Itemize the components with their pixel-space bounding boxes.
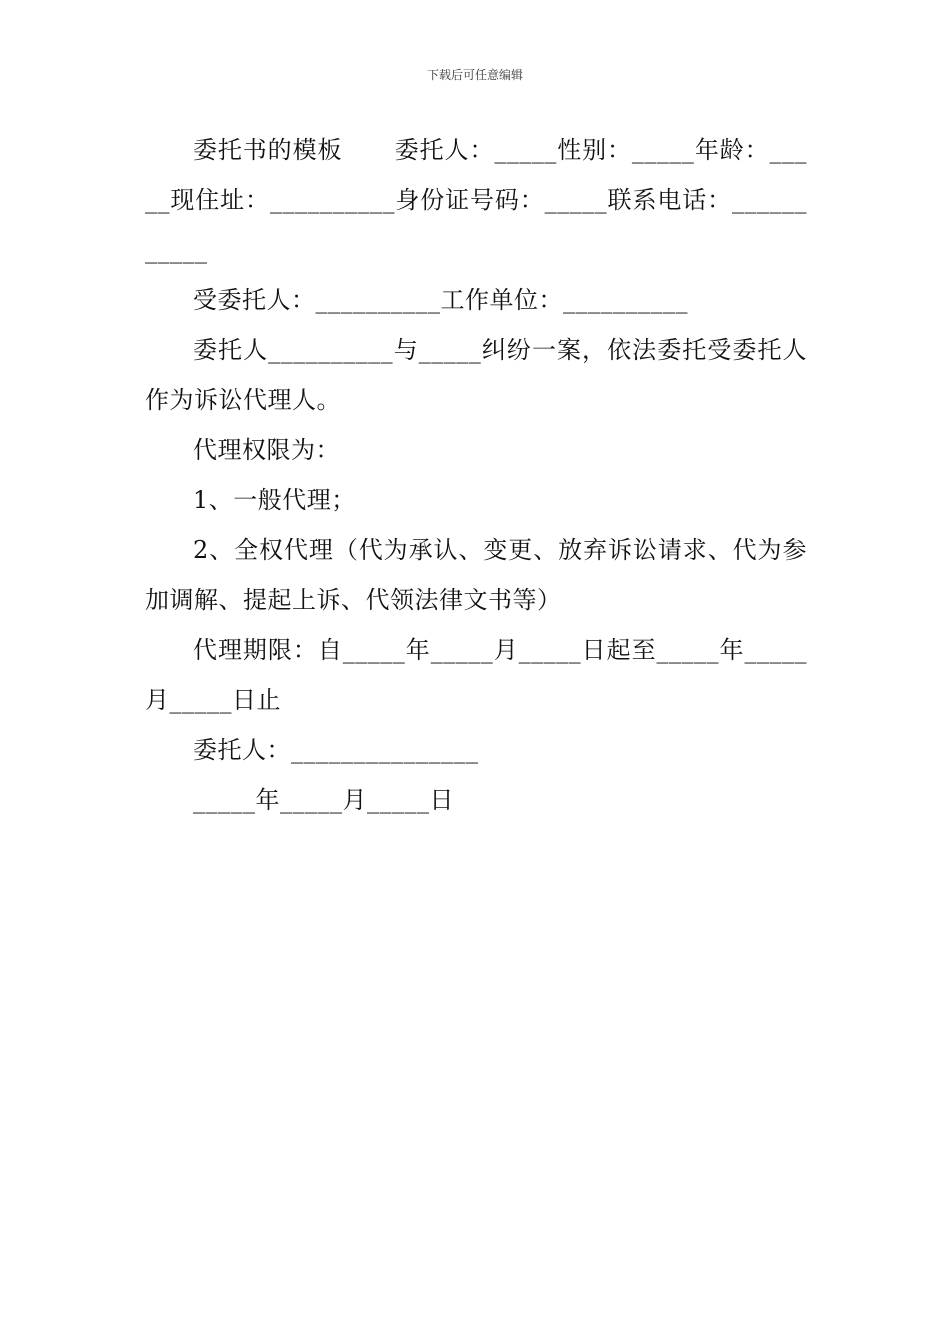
agency-term: 代理期限：自_____年_____月_____日起至_____年_____月_____日止 — [145, 636, 807, 714]
document-body — [145, 125, 807, 825]
date-line: _____年_____月_____日 — [193, 786, 454, 814]
authority-item-1: 1、一般代理； — [193, 486, 356, 514]
document-title: 委托书的模板 — [193, 136, 343, 164]
authority-heading: 代理权限为： — [193, 436, 340, 464]
case-statement: 委托人__________与_____纠纷一案，依法委托受委托人作为诉讼代理人。 — [145, 336, 807, 414]
principal-signature: 委托人：_______________ — [193, 736, 479, 764]
authority-item-2: 2、全权代理（代为承认、变更、放弃诉讼请求、代为参加调解、提起上诉、代领法律文书等） — [145, 536, 807, 614]
principal-info: 委托人：_____性别：_____年龄：_____现住址：__________身份证号码：_____联系电话：___________ — [145, 136, 808, 264]
agent-info: 受委托人：__________工作单位：__________ — [193, 286, 688, 314]
title-and-principal-info — [145, 125, 807, 275]
header-note: 下载后可任意编辑 — [426, 68, 523, 82]
